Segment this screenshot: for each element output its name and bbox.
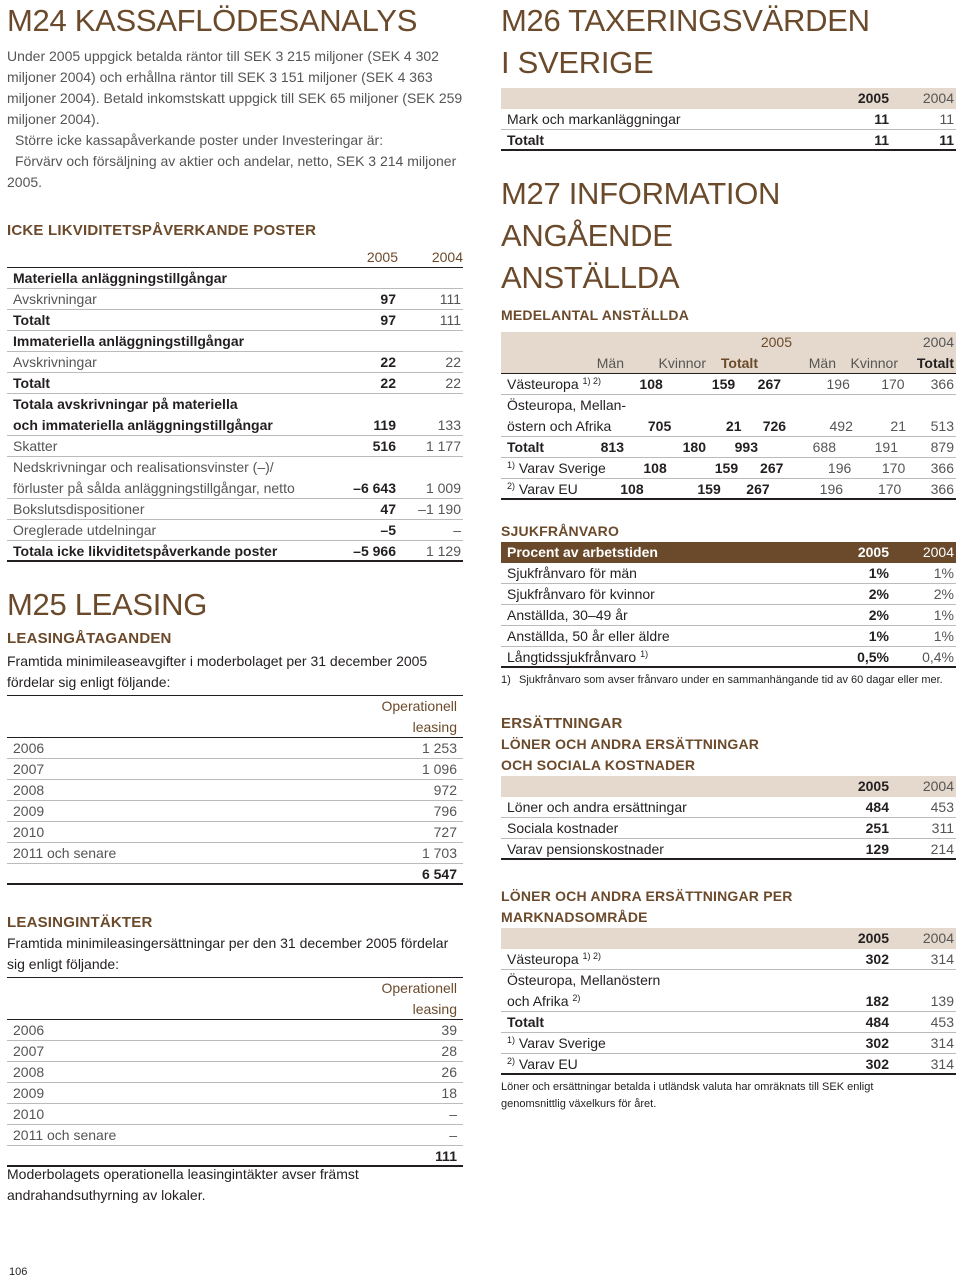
table-row: Västeuropa $^{1) 2)}$ 108 159 267 196 170 366 — [501, 374, 956, 395]
table-row: Totala icke likviditetspåverkande poster –5 966 1 129 — [7, 541, 463, 562]
table-row: Totalt 97 111 — [7, 310, 463, 331]
m27-title-line1: M27 INFORMATION ANGÅENDE — [501, 176, 781, 253]
non-cash-items-table — [7, 247, 463, 562]
table-row: 2007 1 096 — [7, 759, 463, 780]
m26-title-line1: M26 TAXERINGSVÄRDEN — [501, 3, 870, 38]
table-row: Varav pensionskostnader 129 214 — [501, 839, 956, 860]
table-row: Östeuropa, Mellan- — [507, 397, 627, 413]
table-row: Totalt 22 22 — [7, 373, 463, 394]
table-row: Östeuropa, Mellanöstern — [507, 972, 661, 988]
m25-income-text: Framtida minimileasingersättningar per den 31 december 2005 fördelar sig enligt följande: — [7, 935, 449, 972]
table-row: 2009 18 — [7, 1083, 463, 1104]
table-row: Sociala kostnader 251 311 — [501, 818, 956, 839]
table-row: Anställda, 50 år eller äldre 1% 1% — [501, 626, 956, 647]
sick-leave-table: Procent av arbetstiden 2005 2004 Sjukfrånvaro för män 1% 1% Sjukfrånvaro för kvinnor 2% 2% Anställda, 30–49 år 2% 1% Anställda, 50 år eller äldre 1% 1% Långtidssjukfrånvaro $^{1)}$ 0,5% 0,4% — [501, 542, 956, 668]
table-row: Västeuropa $^{1) 2)}$ 302 314 — [501, 949, 956, 970]
m25-leasing-commitments-heading: LEASINGÅTAGANDEN — [7, 630, 172, 647]
table-row: och Afrika $^{2)}$ 182 139 — [501, 991, 956, 1012]
table-row: 2006 1 253 — [7, 738, 463, 759]
table-row: Avskrivningar 97 111 — [7, 289, 463, 310]
market-comp-heading-line2: MARKNADSOMRÅDE — [501, 909, 648, 925]
col-header: Kvinnor — [658, 355, 706, 371]
table-row: Sjukfrånvaro för män 1% 1% — [501, 563, 956, 584]
col-2004-header: 2004 — [431, 249, 463, 265]
table-row: Mark och markanläggningar 11 11 — [501, 109, 956, 130]
table-row: Löner och andra ersättningar 484 453 — [501, 797, 956, 818]
m27-title-line2: ANSTÄLLDA — [501, 260, 680, 295]
tax-values-table: 2005 2004 Mark och markanläggningar 11 11 Totalt 11 11 — [501, 88, 956, 151]
table-row: Totala avskrivningar på materiella — [13, 396, 238, 412]
col-header: Män — [596, 355, 624, 371]
table-row: 2011 och senare – — [7, 1125, 463, 1146]
table-row: Oreglerade utdelningar –5 – — [7, 520, 463, 541]
m25-leasing-income-heading: LEASINGINTÄKTER — [7, 914, 153, 931]
leasing-commitments-table — [7, 695, 463, 885]
right-column: M26 TAXERINGSVÄRDEN I SVERIGE 2005 2004 Mark och markanläggningar 11 11 Totalt 11 11 M27 INFORMATION ANGÅENDE ANSTÄLLDA MEDELANTAL ANSTÄLLDA 2005 2004 Män Kvinnor Totalt Män Kvinnor Totalt Västeuropa $^{1) 2)}$ 108 159 267 196 170 366 Östeuropa, Mellan- östern och Afrika 705 21 726 492 21 513 Totalt 813 180 993 688 191 879 $^{1)}$ Varav Sverige 108 159 267 196 170 366 $^{2)}$ Varav EU 108 159 267 196 170 366 SJUKFRÅNVARO Procent av arbetstiden 2005 2004 Sjukfrånvaro för män 1% 1% Sjukfrånvaro för kvinnor 2% 2% Anställda, 30–49 år 2% 1% Anställda, 50 år eller äldre 1% 1% Långtidssjukfrånvaro $^{1)}$ 0,5% 0,4% 1) Sjukfrånvaro som avser frånvaro under en sammanhängande tid av 60 dagar eller mer. ERSÄTTNINGAR LÖNER OCH ANDRA ERSÄTTNINGAR OCH SOCIALA KOSTNADER 2005 2004 Löner och andra ersättningar 484 453 Sociala kostnader 251 311 Varav pensionskostnader 129 214 LÖNER OCH ANDRA ERSÄTTNINGAR PER MARKNADSOMRÅDE 2005 2004 Västeuropa $^{1) 2)}$ 302 314 Östeuropa, Mellanöstern och Afrika $^{2)}$ 182 139 Totalt 484 453 $^{1)}$ Varav Sverige 302 314 $^{2)}$ Varav EU 302 314 Löner och ersättningar betalda i utländsk valuta har omräknats till SEK enligt genomsnittlig växelkurs för året. — [501, 0, 956, 1113]
table-row: förluster på sålda anläggningstillgångar, netto –6 643 1 009 — [7, 478, 463, 499]
table-total-row: 111 — [7, 1146, 463, 1167]
table-row: 2010 727 — [7, 822, 463, 843]
op-leasing-header-1: Operationell — [381, 698, 457, 714]
sick-leave-heading: SJUKFRÅNVARO — [501, 523, 620, 539]
table-row: 2006 39 — [7, 1020, 463, 1041]
table-row: Totalt 813 180 993 688 191 879 — [501, 437, 956, 458]
col-2005-header: 2005 — [366, 249, 398, 265]
table-row: 2009 796 — [7, 801, 463, 822]
col-header: Män — [808, 355, 836, 371]
compensation-table: 2005 2004 Löner och andra ersättningar 484 453 Sociala kostnader 251 311 Varav pensionskostnader 129 214 — [501, 776, 956, 860]
page-number: 106 — [9, 1266, 28, 1278]
m24-paragraph-2-line1: Större icke kassapåverkande poster under Investeringar är: — [15, 132, 384, 148]
table-row: Anställda, 30–49 år 2% 1% — [501, 605, 956, 626]
compensation-sub-line2: OCH SOCIALA KOSTNADER — [501, 757, 696, 773]
m25-footer-text: Moderbolagets operationella leasingintäkter avser främst andrahandsuthyrning av lokaler. — [7, 1166, 359, 1203]
table-row: 2008 972 — [7, 780, 463, 801]
m24-paragraph-2-rest: Förvärv och försäljning av aktier och andelar, netto, SEK 3 214 miljoner 2005. — [7, 153, 457, 190]
table-row: Avskrivningar 22 22 — [7, 352, 463, 373]
m25-title: M25 LEASING — [7, 587, 208, 622]
table-row: Sjukfrånvaro för kvinnor 2% 2% — [501, 584, 956, 605]
table-row: Materiella anläggningstillgångar — [7, 268, 463, 289]
table-row: Totalt 11 11 — [501, 130, 956, 151]
m24-table-heading: ICKE LIKVIDITETSPÅVERKANDE POSTER — [7, 222, 317, 239]
table-row: 2007 28 — [7, 1041, 463, 1062]
m24-paragraph-1: Under 2005 uppgick betalda räntor till SEK 3 215 miljoner (SEK 4 302 miljoner 2004) och erhållna räntor till SEK 3 151 miljoner (SEK 4 363 miljoner 2004). Betald inkomstskatt uppgick till SEK 65 miljoner (SEK 259 miljoner 2004). — [7, 48, 463, 127]
op-leasing-header-2: leasing — [412, 719, 457, 735]
table-row: $^{1)}$ Varav Sverige 302 314 — [501, 1033, 956, 1054]
table-row: $^{2)}$ Varav EU 108 159 267 196 170 366 — [501, 479, 956, 500]
col-header: Totalt — [720, 355, 758, 371]
table-row: $^{2)}$ Varav EU 302 314 — [501, 1054, 956, 1075]
table-row: Långtidssjukfrånvaro $^{1)}$ 0,5% 0,4% — [501, 647, 956, 668]
table-row: Totalt 484 453 — [501, 1012, 956, 1033]
avg-employees-table: 2005 2004 Män Kvinnor Totalt Män Kvinnor Totalt Västeuropa $^{1) 2)}$ 108 159 267 196 170 366 Östeuropa, Mellan- östern och Afrika 705 21 726 492 21 513 Totalt 813 180 993 688 191 879 $^{1)}$ Varav Sverige 108 159 267 196 170 366 $^{2)}$ Varav EU 108 159 267 196 170 366 — [501, 332, 956, 500]
sick-leave-note: Sjukfrånvaro som avser frånvaro under en sammanhängande tid av 60 dagar eller mer. — [519, 674, 943, 686]
col-header: Kvinnor — [850, 355, 898, 371]
leasing-income-table: Operationell leasing 2006 39 2007 28 2008 26 2009 18 2010 – 2011 och senare – 111 — [7, 977, 463, 1167]
table-total-row: 6 547 — [7, 864, 463, 885]
m24-title: M24 KASSAFLÖDESANALYS — [7, 3, 418, 38]
compensation-heading: ERSÄTTNINGAR — [501, 715, 623, 732]
table-header-row — [7, 247, 463, 268]
table-row: $^{1)}$ Varav Sverige 108 159 267 196 170 366 — [501, 458, 956, 479]
table-row: Nedskrivningar och realisationsvinster (–)/ — [13, 459, 274, 475]
market-comp-note: Löner och ersättningar betalda i utländsk valuta har omräknats till SEK enligt genomsnittlig växelkurs för året. — [501, 1081, 874, 1110]
table-row: 2010 – — [7, 1104, 463, 1125]
table-row: Bokslutsdispositioner 47 –1 190 — [7, 499, 463, 520]
table-row: 2011 och senare 1 703 — [7, 843, 463, 864]
compensation-sub-line1: LÖNER OCH ANDRA ERSÄTTNINGAR — [501, 736, 760, 752]
m25-commitments-text: Framtida minimileaseavgifter i moderbolaget per 31 december 2005 fördelar sig enligt följande: — [7, 653, 428, 690]
table-row: Skatter 516 1 177 — [7, 436, 463, 457]
market-comp-heading-line1: LÖNER OCH ANDRA ERSÄTTNINGAR PER — [501, 888, 793, 904]
table-row: östern och Afrika 705 21 726 492 21 513 — [501, 416, 956, 437]
table-row: Immateriella anläggningstillgångar — [7, 331, 463, 352]
left-column — [7, 0, 463, 1167]
col-header: Totalt — [916, 355, 954, 371]
table-row: och immateriella anläggningstillgångar 119 133 — [7, 415, 463, 436]
avg-employees-heading: MEDELANTAL ANSTÄLLDA — [501, 307, 690, 323]
market-comp-table: 2005 2004 Västeuropa $^{1) 2)}$ 302 314 Östeuropa, Mellanöstern och Afrika $^{2)}$ 182 139 Totalt 484 453 $^{1)}$ Varav Sverige 302 314 $^{2)}$ Varav EU 302 314 — [501, 928, 956, 1075]
table-row: 2008 26 — [7, 1062, 463, 1083]
m26-title-line2: I SVERIGE — [501, 45, 654, 80]
